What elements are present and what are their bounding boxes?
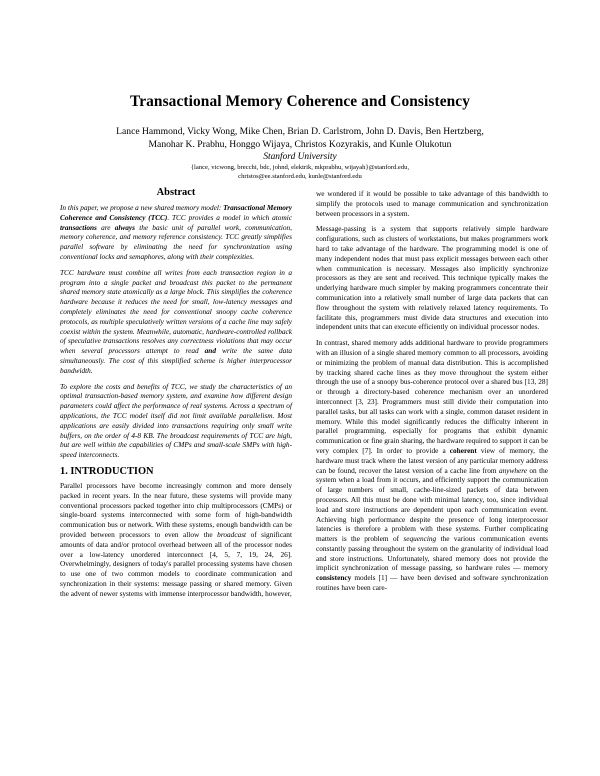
abstract-heading: Abstract xyxy=(156,187,196,198)
affiliation: Stanford University xyxy=(263,152,337,162)
text-run: models [1] — have been devised and software synchronization routines have been care- xyxy=(316,573,548,593)
text-run: the basic unit of parallel work, communication, memory coherence, and memory reference consistency. TCC greatly simplifies parallel software by eliminating the need for synchronization using conventional locks and semaphores, along with their complexities. xyxy=(60,222,292,261)
paper-title: Transactional Memory Coherence and Consistency xyxy=(129,93,471,110)
introduction-heading: 1. INTRODUCTION xyxy=(60,465,154,477)
abstract-paragraph-1 xyxy=(60,203,292,262)
text-run: In this paper, we propose a new shared memory model: xyxy=(60,203,224,212)
bold-term: always xyxy=(114,222,136,232)
emails-line-2: christos@ee.stanford.edu, kunle@stanford.edu xyxy=(238,173,362,180)
abstract-paragraph-2 xyxy=(60,268,292,376)
text-run: of significant amounts of data and/or protocol overhead between all of the processor nodes over a low-latency unordered interconnect [4, 5, 7, 19, 24, 26]. Overwhelmingly, designers of today's parallel processing systems have chosen to use one of two common models to coordinate communication and synchronization in their systems: message passing or shared memory. Given the advent of newer systems with immense interprocessor bandwidth, however, xyxy=(60,529,292,598)
bold-term: Transactional Memory Coherence and Consistency (TCC) xyxy=(60,203,292,222)
text-run: In contrast, shared memory adds additional hardware to provide programmers with an illusion of a single shared memory common to all processors, avoiding or minimizing the problem of manual data distribution. This is accomplished by tracking shared cache lines as they move throughout the system either through the use of a snoopy bus-coherence protocol over a shared bus [13, 28] or through a directory-based coherence mechanism over an unordered interconnect [3, 23]. Programmers must still divide their computation into parallel tasks, but all tasks can work with a single, common dataset resident in memory. While this model significantly reduces the difficulty inherent in parallel programming, especially for programs that exhibit dynamic communication or fine grain sharing, the hardware required to support it can be very complex [7]. In order to provide a xyxy=(316,338,549,455)
text-run: view of memory, the hardware must track where the latest version of any particular memory address can be found, recover the latest version of a cache line from xyxy=(316,445,548,475)
text-run: on the system when a load from it occurs, and efficiently support the communication of large numbers of small, cache-line-sized packets of data between processors. All this must be done with minimal latency, too, since individual load and store instructions are dependent upon each communication event. Achieving high performance despite the presence of long interprocessor latencies is therefore a problem with these systems. Further complicating matters is the problem of xyxy=(316,465,548,544)
text-run: Parallel processors have become increasingly common and more densely packed in recent years. In the near future, these systems will provide many conventional processors packed together into chip multiprocessors (CMPs) or single-board systems interconnected with some form of high-bandwidth communication bus or network. With these systems, enough bandwidth can be provided between processors to even allow the xyxy=(60,480,292,539)
right-column xyxy=(316,189,548,599)
bold-term: consistency xyxy=(316,573,352,583)
emphasis-term: broadcast xyxy=(217,529,247,539)
text-run: the various communication events constantly passing throughout the system on the granularity of individual load and store instructions. Unfortunately, shared memory does not provide the implicit synchronization of message passing, so hardware rules — memory xyxy=(316,534,548,573)
bold-term: transactions xyxy=(60,222,97,232)
bold-term: coherent xyxy=(449,445,477,455)
bold-term: and xyxy=(204,346,217,356)
emphasis-term: sequencing xyxy=(403,534,437,544)
authors-line-1: Lance Hammond, Vicky Wong, Mike Chen, Brian D. Carlstrom, John D. Davis, Ben Hertzberg, xyxy=(116,126,484,137)
text-run: are xyxy=(96,222,115,232)
right-paragraph-2: Message-passing is a system that supports relatively simple hardware configurations, such as clusters of workstations, but makes programmers work hard to take advantage of the hardware. The programming model is one of many independent nodes that must pass explicit messages between each other when communication is necessary. Messages also implicitly synchronize processors as they are sent and received. This technique typically makes the underlying hardware much simpler by making programmers concentrate their communication into a relatively small number of large data packets that can flow throughout the system with relatively relaxed latency requirements. To facilitate this, programmers must divide data structures and execution into independent units that can execute efficiently on individual processor nodes. xyxy=(316,224,548,332)
author-list xyxy=(40,125,560,151)
intro-paragraph-1 xyxy=(60,481,292,599)
right-paragraph-1: we wondered if it would be possible to take advantage of this bandwidth to simplify the protocols used to manage communication and synchronization between processors in a system. xyxy=(316,189,548,218)
text-run: write the same data simultaneously. The cost of this simplified scheme is higher interprocessor bandwidth. xyxy=(60,346,293,375)
author-emails xyxy=(40,163,560,181)
right-paragraph-3 xyxy=(316,338,548,593)
left-column xyxy=(60,187,292,604)
text-run: . TCC provides a model in which atomic xyxy=(167,212,292,222)
abstract-section xyxy=(60,187,292,460)
abstract-paragraph-3: To explore the costs and benefits of TCC, we study the characteristics of an optimal transaction-based memory system, and examine how different design parameters could affect the performance of real systems. Across a spectrum of applications, the TCC model itself did not limit available parallelism. Most applications are easily divided into transactions requiring only small write buffers, on the order of 4-8 KB. The broadcast requirements of TCC are high, but are well within the capabilities of CMPs and small-scale SMPs with high-speed interconnects. xyxy=(60,381,292,460)
authors-line-2: Manohar K. Prabhu, Honggo Wijaya, Christos Kozyrakis, and Kunle Olukotun xyxy=(148,139,452,151)
emails-line-1: {lance, vicwong, brecchi, bdc, johnd, elektrik, mkprabhu, wijayah}@stanford.edu, xyxy=(190,164,410,171)
emphasis-term: anywhere xyxy=(498,465,528,475)
text-run: TCC hardware must combine all writes from each transaction region in a program into a single packet and broadcast this packet to the permanent shared memory state atomically as a large block. This simplifies the coherence hardware because it reduces the need for small, low-latency messages and completely eliminates the need for conventional snoopy cache coherence protocols, as multiple speculatively written versions of a cache line may safely coexist within the system. Meanwhile, automatic, hardware-controlled rollback of speculative transactions resolves any correctness violations that may occur when several processors attempt to read xyxy=(60,267,292,356)
